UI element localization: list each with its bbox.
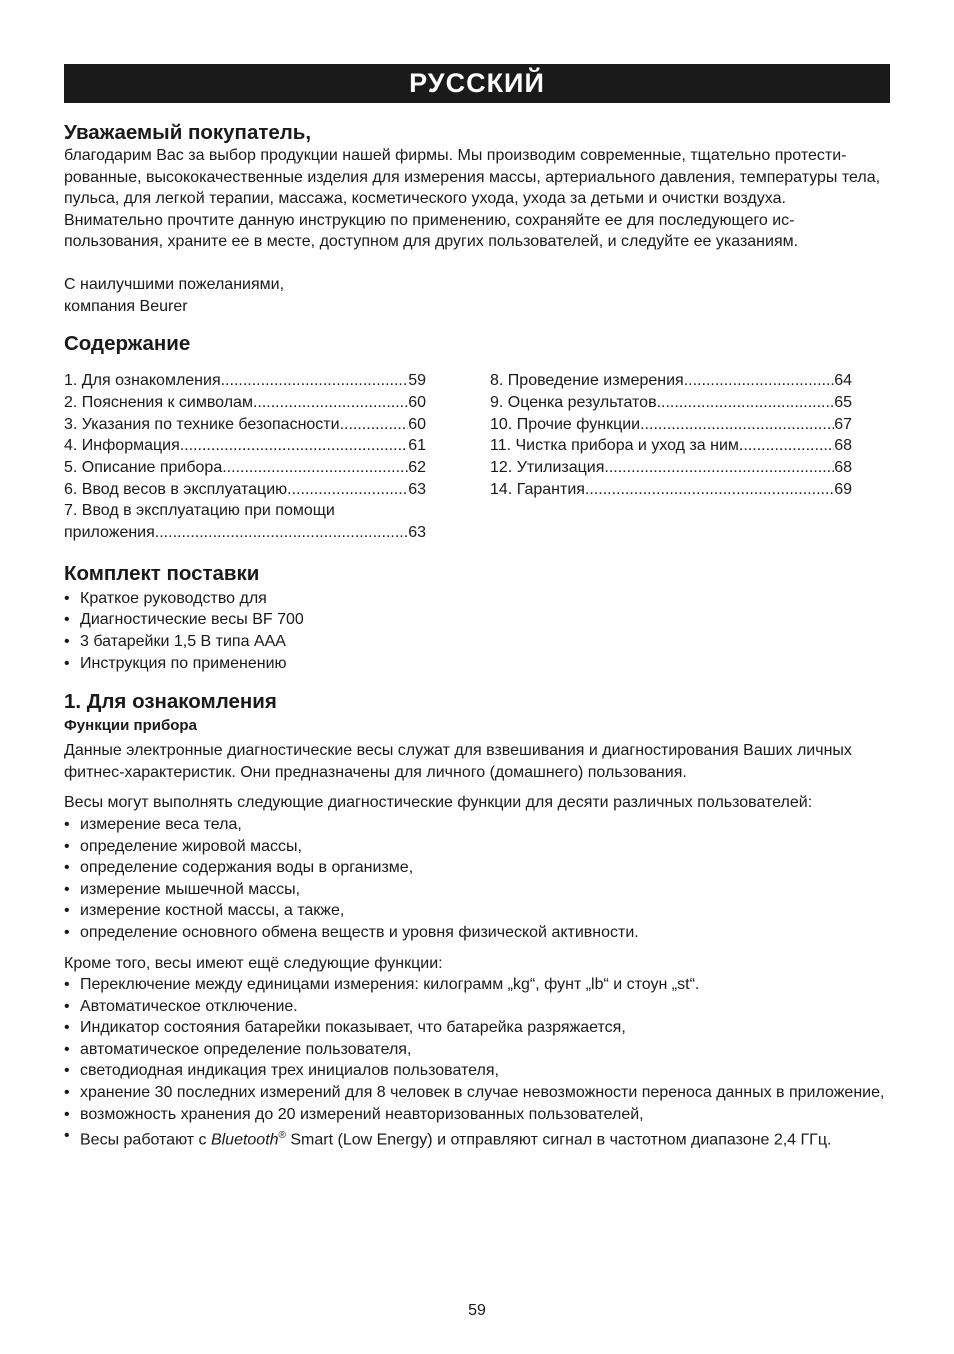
table-of-contents xyxy=(64,370,890,544)
intro-subtitle: Функции прибора xyxy=(64,717,197,735)
toc-left-column xyxy=(64,370,426,544)
toc-entry[interactable]: 8. Проведение измерения ..... 64 xyxy=(490,370,852,392)
list-item: • определение жировой массы, xyxy=(64,836,890,858)
toc-entry[interactable]: 10. Прочие функции ..... 67 xyxy=(490,414,852,436)
toc-entry[interactable]: 5. Описание прибора ..... 62 xyxy=(64,457,426,479)
toc-entry[interactable]: 3. Указания по технике безопасности ..... 60 xyxy=(64,414,426,436)
package-list xyxy=(64,588,890,674)
bluetooth-list-item: • Весы работают с Bluetooth® Smart (Low Energy) и отправляют сигнал в частотном диапазоне 2,4 ГГц. xyxy=(64,1125,890,1151)
page-number: 59 xyxy=(468,1302,486,1319)
package-title: Комплект поставки xyxy=(64,561,260,585)
list-item: • Автоматическое отключение. xyxy=(64,996,890,1018)
extra-functions-list xyxy=(64,974,890,1151)
list-item: • Краткое руководство для xyxy=(64,588,890,610)
list-item: • хранение 30 последних измерений для 8 человек в случае невозможности переноса данных в приложение, xyxy=(64,1082,890,1104)
toc-right-column xyxy=(490,370,852,544)
toc-entry[interactable]: 9. Оценка результатов ..... 65 xyxy=(490,392,852,414)
toc-entry[interactable]: 6. Ввод весов в эксплуатацию ..... 63 xyxy=(64,479,426,501)
intro-title: 1. Для ознакомления xyxy=(64,690,277,714)
contents-title: Содержание xyxy=(64,332,191,356)
toc-entry[interactable]: 14. Гарантия ..... 69 xyxy=(490,479,852,501)
toc-entry[interactable]: 4. Информация ..... 61 xyxy=(64,435,426,457)
list-item: • Индикатор состояния батарейки показывает, что батарейка разряжается, xyxy=(64,1017,890,1039)
list-item: • возможность хранения до 20 измерений неавторизованных пользователей, xyxy=(64,1104,890,1126)
intro-paragraph-2: Весы могут выполнять следующие диагностические функции для десяти различных пользователей: xyxy=(64,794,813,812)
list-item: • измерение веса тела, xyxy=(64,814,890,836)
intro-paragraph-1: Данные электронные диагностические весы служат для взвешивания и диагностирования Ваших личных фитнес-характеристик. Они предназначены для личного (домашнего) пользования. xyxy=(64,742,852,781)
toc-entry[interactable]: 2. Пояснения к символам ..... 60 xyxy=(64,392,426,414)
page xyxy=(64,64,890,1151)
diagnostic-functions-list xyxy=(64,814,890,944)
list-item: • определение основного обмена веществ и уровня физической активности. xyxy=(64,922,890,944)
toc-entry[interactable]: 11. Чистка прибора и уход за ним ..... 68 xyxy=(490,435,852,457)
list-item: • светодиодная индикация трех инициалов пользователя, xyxy=(64,1060,890,1082)
list-item: • измерение костной массы, а также, xyxy=(64,900,890,922)
bluetooth-brand: Bluetooth xyxy=(210,1131,279,1149)
language-banner: РУССКИЙ xyxy=(64,64,890,103)
closing-line-2: компания Beurer xyxy=(64,297,188,315)
closing-line-1: С наилучшими пожеланиями, xyxy=(64,275,285,293)
registered-mark: ® xyxy=(278,1130,286,1142)
list-item: • 3 батарейки 1,5 В типа AAA xyxy=(64,631,890,653)
list-item: • автоматическое определение пользователя, xyxy=(64,1039,890,1061)
list-item: • Переключение между единицами измерения: килограмм „kg“, фунт „lb“ и стоун „st“. xyxy=(64,974,890,996)
greeting-title: Уважаемый покупатель, xyxy=(64,121,312,144)
toc-entry[interactable]: 1. Для ознакомления ..... 59 xyxy=(64,370,426,392)
toc-entry-line[interactable]: 7. Ввод в эксплуатацию при помощи xyxy=(64,502,335,520)
list-item: • Диагностические весы BF 700 xyxy=(64,609,890,631)
intro-paragraph-3: Кроме того, весы имеют ещё следующие функции: xyxy=(64,954,443,972)
greeting-paragraph-1: благодарим Вас за выбор продукции нашей фирмы. Мы производим современные, тщательно протести-рованные, высококачественные изделия для измерения массы, артериального давления, температуры тела, пульса, для легкой терапии, массажа, косметического ухода, ухода за детьми и очистки воздуха. xyxy=(64,147,881,208)
toc-entry[interactable]: приложения ..... 63 xyxy=(64,522,426,544)
toc-entry[interactable]: 12. Утилизация ..... 68 xyxy=(490,457,852,479)
list-item: • Инструкция по применению xyxy=(64,653,890,675)
list-item: • определение содержания воды в организме, xyxy=(64,857,890,879)
greeting-paragraph-2: Внимательно прочтите данную инструкцию по применению, сохраняйте ее для последующего ис-пользования, храните ее в месте, доступном для других пользователей, и следуйте ее указаниям. xyxy=(64,211,799,251)
list-item: • измерение мышечной массы, xyxy=(64,879,890,901)
